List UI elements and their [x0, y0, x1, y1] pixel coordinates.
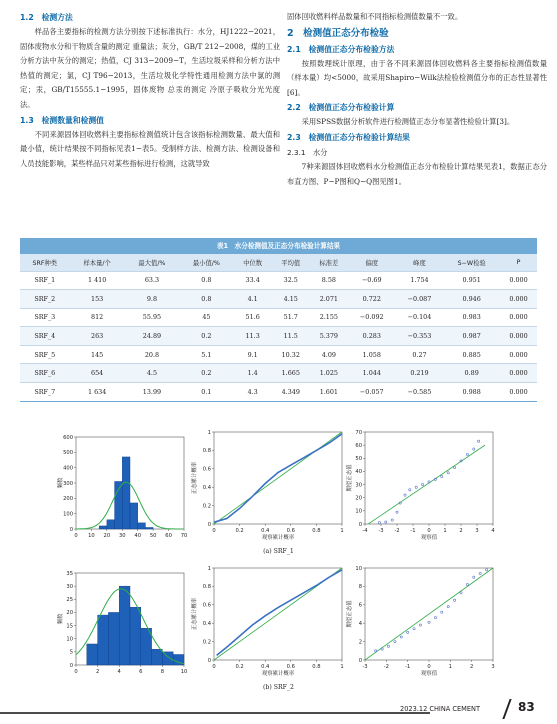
qq-point: [391, 519, 393, 521]
table-header-cell: 偏度: [348, 254, 396, 271]
table-cell: SRF_2: [20, 290, 70, 309]
section-1-3-paragraph: 不同来源固体回收燃料主要指标检测值统计包含该指标检测数量、最大值和最小值，统计结果按不同指标见表1−表5。受制样方法、检测方法、检测设备和人员技能影响，某些样品只对某些指标进行检测，这就导致: [20, 129, 280, 168]
journal-name: 2023.12 CHINA CEMENT: [400, 705, 480, 713]
table-cell: 0.983: [443, 308, 500, 327]
x-tick-label: 1: [448, 664, 452, 670]
x-tick-label: 0.4: [261, 664, 270, 670]
y-tick-label: 35: [66, 570, 73, 577]
table-cell: 32.5: [272, 271, 310, 290]
table-cell: 812: [70, 308, 125, 327]
table-cell: 33.4: [234, 271, 272, 290]
x-tick-label: -2: [383, 664, 389, 670]
table-cell: 4.15: [272, 290, 310, 309]
qq-point: [447, 606, 449, 608]
table-cell: 5.379: [310, 327, 348, 346]
table-cell: 0.988: [443, 383, 500, 402]
x-tick-label: -4: [362, 528, 368, 534]
table-cell: 1.665: [272, 364, 310, 383]
x-tick-label: 0: [212, 664, 216, 670]
y-tick-label: 5: [69, 649, 73, 656]
x-tick-label: 6: [139, 669, 143, 675]
y-tick-label: 15: [66, 623, 73, 630]
x-axis-label: 观察值: [420, 671, 438, 677]
table-cell: 263: [70, 327, 125, 346]
table-header-row: [20, 254, 537, 271]
y-tick-label: 4: [358, 621, 362, 627]
table-header-cell: 样本量/个: [70, 254, 125, 271]
table-cell: 0.000: [500, 364, 537, 383]
table-header-cell: 平均值: [272, 254, 310, 271]
histogram-bar: [98, 615, 109, 665]
y-tick-label: 30: [66, 583, 73, 590]
section-1-3-heading: 1.3 检测数量和检测值: [20, 115, 104, 125]
histogram-bar: [107, 520, 115, 529]
x-tick-label: 0.8: [312, 528, 321, 534]
srf1-histogram: [56, 432, 191, 546]
table-header-cell: P: [500, 254, 537, 271]
table-cell: 0.8: [179, 271, 233, 290]
x-tick-label: 0: [427, 664, 431, 670]
table-cell: −0.104: [396, 308, 444, 327]
x-tick-label: 0.6: [286, 664, 295, 670]
x-tick-label: 2: [470, 664, 474, 670]
y-tick-label: 10: [355, 508, 362, 515]
srf1-qq-svg: [345, 426, 500, 544]
x-tick-label: 0.4: [261, 528, 270, 534]
table-cell: 0.1: [179, 383, 233, 402]
x-tick-label: 0: [74, 533, 78, 539]
y-tick-label: 0.4: [202, 485, 211, 491]
qq-point: [378, 522, 380, 524]
data-table: [20, 254, 537, 402]
y-axis-label: 正态累计概率: [192, 597, 198, 631]
table-title: 表1 水分检测值及正态分布检验计算结果: [20, 238, 537, 254]
table-cell: 0.722: [348, 290, 396, 309]
qq-point: [387, 645, 389, 647]
qq-point: [404, 494, 406, 496]
y-tick-label: 8: [358, 584, 362, 591]
x-tick-label: 0: [427, 528, 431, 534]
left-column: [20, 10, 280, 171]
figure-caption-b: (b) SRF_2: [263, 684, 294, 691]
y-tick-label: 0.6: [202, 602, 211, 609]
x-tick-label: 2: [95, 669, 100, 675]
x-tick-label: 0: [74, 669, 78, 675]
y-tick-label: 20: [355, 495, 362, 502]
table-cell: 11.5: [272, 327, 310, 346]
table-cell: 1 634: [70, 383, 125, 402]
srf2-pp-plot: [190, 562, 350, 684]
y-tick-label: 70: [355, 429, 362, 436]
table-row: [20, 383, 537, 402]
continued-paragraph: 固体回收燃料样品数量和不同指标检测值数量不一致。: [287, 12, 463, 21]
histogram-bar: [145, 527, 153, 529]
x-tick-label: 0.2: [235, 664, 244, 670]
table-cell: 63.3: [125, 271, 179, 290]
histogram-bar: [162, 652, 173, 665]
x-tick-label: 0.2: [235, 528, 244, 534]
x-tick-label: 0.8: [312, 664, 321, 670]
table-header-cell: 最小值/%: [179, 254, 233, 271]
histogram-bar: [108, 612, 119, 665]
y-tick-label: 0.2: [202, 639, 211, 646]
table-cell: 0.27: [396, 345, 444, 364]
x-tick-label: -2: [394, 528, 400, 534]
table-cell: 0.89: [443, 364, 500, 383]
y-tick-label: 100: [63, 511, 73, 518]
x-tick-label: -3: [362, 664, 368, 670]
table-cell: 0.8: [179, 290, 233, 309]
qq-point: [415, 486, 417, 488]
x-tick-label: 10: [88, 533, 95, 539]
srf1-qq-plot: [345, 426, 500, 548]
srf1-pp-plot: [190, 426, 350, 548]
qq-point: [460, 592, 462, 594]
y-tick-label: 500: [63, 450, 73, 457]
srf2-qq-svg: [345, 562, 500, 680]
qq-point: [447, 472, 449, 474]
qq-point: [400, 636, 402, 638]
x-tick-label: 40: [134, 533, 142, 539]
table-row: [20, 364, 537, 383]
section-1-2-heading: 1.2 检测方法: [20, 13, 73, 22]
x-tick-label: -1: [405, 664, 411, 670]
table-cell: 51.7: [272, 308, 310, 327]
y-tick-label: 1: [207, 565, 211, 572]
srf1-pp-svg: [190, 426, 350, 544]
x-tick-label: 3: [475, 528, 479, 534]
x-tick-label: -3: [378, 528, 384, 534]
reference-line: [368, 445, 485, 524]
table-cell: −0.092: [348, 308, 396, 327]
table-cell: 2.071: [310, 290, 348, 309]
table-row: [20, 290, 537, 309]
table-cell: 1.044: [348, 364, 396, 383]
table-row: [20, 271, 537, 290]
y-axis-label: 期望正态值: [347, 600, 353, 628]
x-tick-label: 4: [117, 669, 121, 675]
plot-frame: [365, 432, 493, 524]
srf1-histogram-svg: [56, 432, 191, 542]
srf2-pp-svg: [190, 562, 350, 680]
histogram-bar: [122, 457, 130, 529]
x-tick-label: 0: [212, 528, 216, 534]
qq-point: [466, 453, 468, 455]
table-cell: 0.000: [500, 271, 537, 290]
table-cell: 0.219: [396, 364, 444, 383]
section-2-1-paragraph: 按照数理统计原理，由于各不同来源固体回收燃料各主要指标检测值数量（样本量）均<5000，故采用Shapiro−Wilk法检验检测值分布的正态性显著性[6]。: [287, 58, 547, 97]
table-cell: 145: [70, 345, 125, 364]
table-cell: SRF_7: [20, 383, 70, 402]
y-tick-label: 0: [207, 657, 211, 664]
table-cell: 4.349: [272, 383, 310, 402]
x-tick-label: -1: [410, 528, 416, 534]
footer-rule: [0, 712, 430, 714]
section-2-2-heading: 2.2 检测值正态分布检验计算: [287, 103, 395, 113]
histogram-bar: [87, 644, 98, 665]
table-cell: 0.987: [443, 327, 500, 346]
y-tick-label: 10: [66, 636, 73, 643]
qq-point: [407, 631, 409, 633]
y-tick-label: 30: [355, 482, 362, 489]
section-2-3-1-paragraph: 7种来源固体回收燃料水分检测值正态分布检验计算结果见表1，数据正态分布直方图、P−P图和Q−Q图见图1。: [287, 161, 547, 186]
qq-point: [479, 572, 481, 574]
qq-point: [454, 599, 456, 601]
table-header-cell: 标准差: [310, 254, 348, 271]
x-tick-label: 2: [459, 528, 463, 534]
y-tick-label: 0: [207, 521, 211, 528]
qq-point: [385, 521, 387, 523]
table-cell: 8.58: [310, 271, 348, 290]
section-2-2-paragraph: 采用SPSS数据分析软件进行检测值正态分布显著性检验计算[3]。: [301, 117, 515, 127]
y-tick-label: 10: [355, 565, 362, 572]
srf2-histogram-svg: [56, 568, 191, 678]
table-cell: 0.2: [179, 327, 233, 346]
table-body: [20, 271, 537, 401]
y-tick-label: 0.8: [202, 584, 211, 591]
section-1-2-paragraph: 样品各主要指标的检测方法分别按下述标准执行：水分，HJ1222−2021，固体废物水分和干物质含量的测定 重量法；灰分，GB/T 212−2008，煤的工业分析方法中灰分的测定；热值，CJ 313−2009−T，生活垃圾采样和分析方法中热值的测定；氯，CJ T96−2013，生活垃圾化学特性通用检测方法中氯的测定；汞，GB/T15555.1−1995，固体废物 总汞的测定 冷原子吸收分光光度法。: [20, 27, 280, 109]
table-cell: 51.6: [234, 308, 272, 327]
y-tick-label: 0: [358, 657, 362, 664]
histogram-bar: [119, 586, 130, 665]
qq-point: [486, 569, 488, 571]
table-cell: 1.754: [396, 271, 444, 290]
table-cell: 1.601: [310, 383, 348, 402]
reference-line: [365, 568, 493, 660]
table-cell: 45: [179, 308, 233, 327]
srf2-qq-plot: [345, 562, 500, 684]
y-tick-label: 600: [63, 434, 73, 441]
figure-caption-a: (a) SRF_1: [263, 548, 294, 555]
y-tick-label: 20: [66, 610, 73, 617]
qq-point: [434, 617, 436, 619]
table-cell: 0.000: [500, 345, 537, 364]
y-tick-label: 0.2: [202, 503, 211, 510]
table-cell: 1 410: [70, 271, 125, 290]
table-cell: 0.951: [443, 271, 500, 290]
x-tick-label: 10: [180, 669, 188, 675]
qq-point: [396, 511, 398, 513]
table-cell: 24.89: [125, 327, 179, 346]
table-cell: 9.8: [125, 290, 179, 309]
x-tick-label: 50: [149, 533, 157, 539]
table-cell: 1.4: [234, 364, 272, 383]
table-cell: 0.000: [500, 290, 537, 309]
y-tick-label: 0: [69, 662, 73, 669]
x-tick-label: 20: [103, 533, 111, 539]
qq-point: [422, 483, 424, 485]
qq-point: [419, 624, 421, 626]
y-tick-label: 6: [358, 602, 362, 609]
section-2-heading: 2 检测值正态分布检验: [287, 27, 389, 39]
y-tick-label: 300: [63, 480, 73, 487]
section-2-3-heading: 2.3 检测值正态分布检验计算结果: [287, 132, 410, 142]
x-tick-label: 1: [443, 528, 447, 534]
table-1: [20, 238, 537, 402]
table-cell: 13.99: [125, 383, 179, 402]
page-number: 83: [518, 700, 535, 714]
table-cell: 0.946: [443, 290, 500, 309]
y-tick-label: 25: [66, 597, 73, 604]
y-tick-label: 60: [355, 442, 362, 449]
histogram-bar: [130, 503, 138, 529]
histogram-bar: [141, 628, 152, 665]
table-cell: 0.885: [443, 345, 500, 364]
x-tick-label: 4: [491, 528, 495, 534]
table-row: [20, 327, 537, 346]
table-cell: 1.025: [310, 364, 348, 383]
table-header-cell: 中位数: [234, 254, 272, 271]
table-cell: 153: [70, 290, 125, 309]
table-cell: 4.5: [125, 364, 179, 383]
table-cell: −0.69: [348, 271, 396, 290]
table-cell: SRF_6: [20, 364, 70, 383]
x-tick-label: 3: [491, 664, 495, 670]
y-tick-label: 1: [207, 429, 211, 436]
x-tick-label: 70: [180, 533, 188, 539]
table-cell: 55.95: [125, 308, 179, 327]
qq-point: [413, 628, 415, 630]
y-tick-label: 400: [63, 465, 73, 472]
qq-point: [473, 576, 475, 578]
section-2-3-1-heading: 2.3.1 水分: [287, 147, 328, 157]
x-tick-label: 1: [340, 528, 344, 534]
qq-point: [409, 489, 411, 491]
y-tick-label: 200: [63, 496, 73, 503]
table-cell: SRF_1: [20, 271, 70, 290]
table-cell: 11.3: [234, 327, 272, 346]
right-column: [287, 10, 547, 189]
qq-point: [473, 448, 475, 450]
y-tick-label: 0.8: [202, 448, 211, 455]
x-tick-label: 60: [165, 533, 172, 539]
srf2-histogram: [56, 568, 191, 682]
table-cell: 10.32: [272, 345, 310, 364]
table-cell: SRF_3: [20, 308, 70, 327]
x-axis-label: 观察累计概率: [261, 535, 295, 541]
histogram-bar: [130, 607, 141, 665]
x-tick-label: 1: [340, 664, 344, 670]
table-cell: SRF_5: [20, 345, 70, 364]
qq-point: [441, 476, 443, 478]
table-cell: 4.1: [234, 290, 272, 309]
table-cell: 0.283: [348, 327, 396, 346]
table-cell: 4.3: [234, 383, 272, 402]
table-cell: 0.000: [500, 383, 537, 402]
qq-point: [466, 583, 468, 585]
y-axis-label: 正态累计概率: [192, 461, 198, 495]
y-tick-label: 50: [355, 456, 362, 463]
table-cell: 5.1: [179, 345, 233, 364]
table-cell: 20.8: [125, 345, 179, 364]
table-header-cell: 最大值/%: [125, 254, 179, 271]
table-cell: −0.585: [396, 383, 444, 402]
qq-point: [454, 466, 456, 468]
y-tick-label: 0.6: [202, 466, 211, 473]
y-axis-label: 期望正态值: [347, 464, 353, 492]
histogram-bar: [138, 523, 146, 529]
x-tick-label: 0.6: [286, 528, 295, 534]
qq-point: [478, 440, 480, 442]
table-cell: 9.1: [234, 345, 272, 364]
table-header-cell: S−W检验: [443, 254, 500, 271]
table-cell: 4.09: [310, 345, 348, 364]
histogram-bar: [152, 649, 163, 665]
table-cell: 1.058: [348, 345, 396, 364]
x-axis-label: 观察累计概率: [261, 671, 295, 677]
table-row: [20, 345, 537, 364]
footer-slash: [502, 699, 511, 719]
table-row: [20, 308, 537, 327]
y-tick-label: 0.4: [202, 621, 211, 627]
x-tick-label: 8: [160, 669, 165, 675]
table-header-cell: SRF种类: [20, 254, 70, 271]
y-tick-label: 2: [358, 639, 362, 646]
x-tick-label: 30: [118, 533, 126, 539]
table-cell: 0.2: [179, 364, 233, 383]
table-header-cell: 峰度: [396, 254, 444, 271]
table-cell: 0.000: [500, 327, 537, 346]
qq-point: [394, 641, 396, 643]
table-cell: 0.000: [500, 308, 537, 327]
table-cell: 654: [70, 364, 125, 383]
table-cell: 2.155: [310, 308, 348, 327]
qq-point: [428, 621, 430, 623]
histogram-bar: [99, 526, 107, 529]
table-cell: −0.353: [396, 327, 444, 346]
y-tick-label: 0: [69, 526, 73, 533]
page-footer: [0, 697, 557, 724]
x-axis-label: 观察值: [420, 535, 438, 541]
table-cell: −0.057: [348, 383, 396, 402]
table-cell: SRF_4: [20, 327, 70, 346]
section-2-1-heading: 2.1 检测值正态分布检验方法: [287, 44, 395, 54]
qq-point: [441, 611, 443, 613]
table-cell: −0.087: [396, 290, 444, 309]
y-tick-label: 40: [355, 469, 362, 476]
y-tick-label: 0: [358, 521, 362, 528]
y-axis-label: 频数: [58, 477, 64, 489]
qq-point: [375, 650, 377, 652]
y-axis-label: 频数: [58, 613, 64, 625]
